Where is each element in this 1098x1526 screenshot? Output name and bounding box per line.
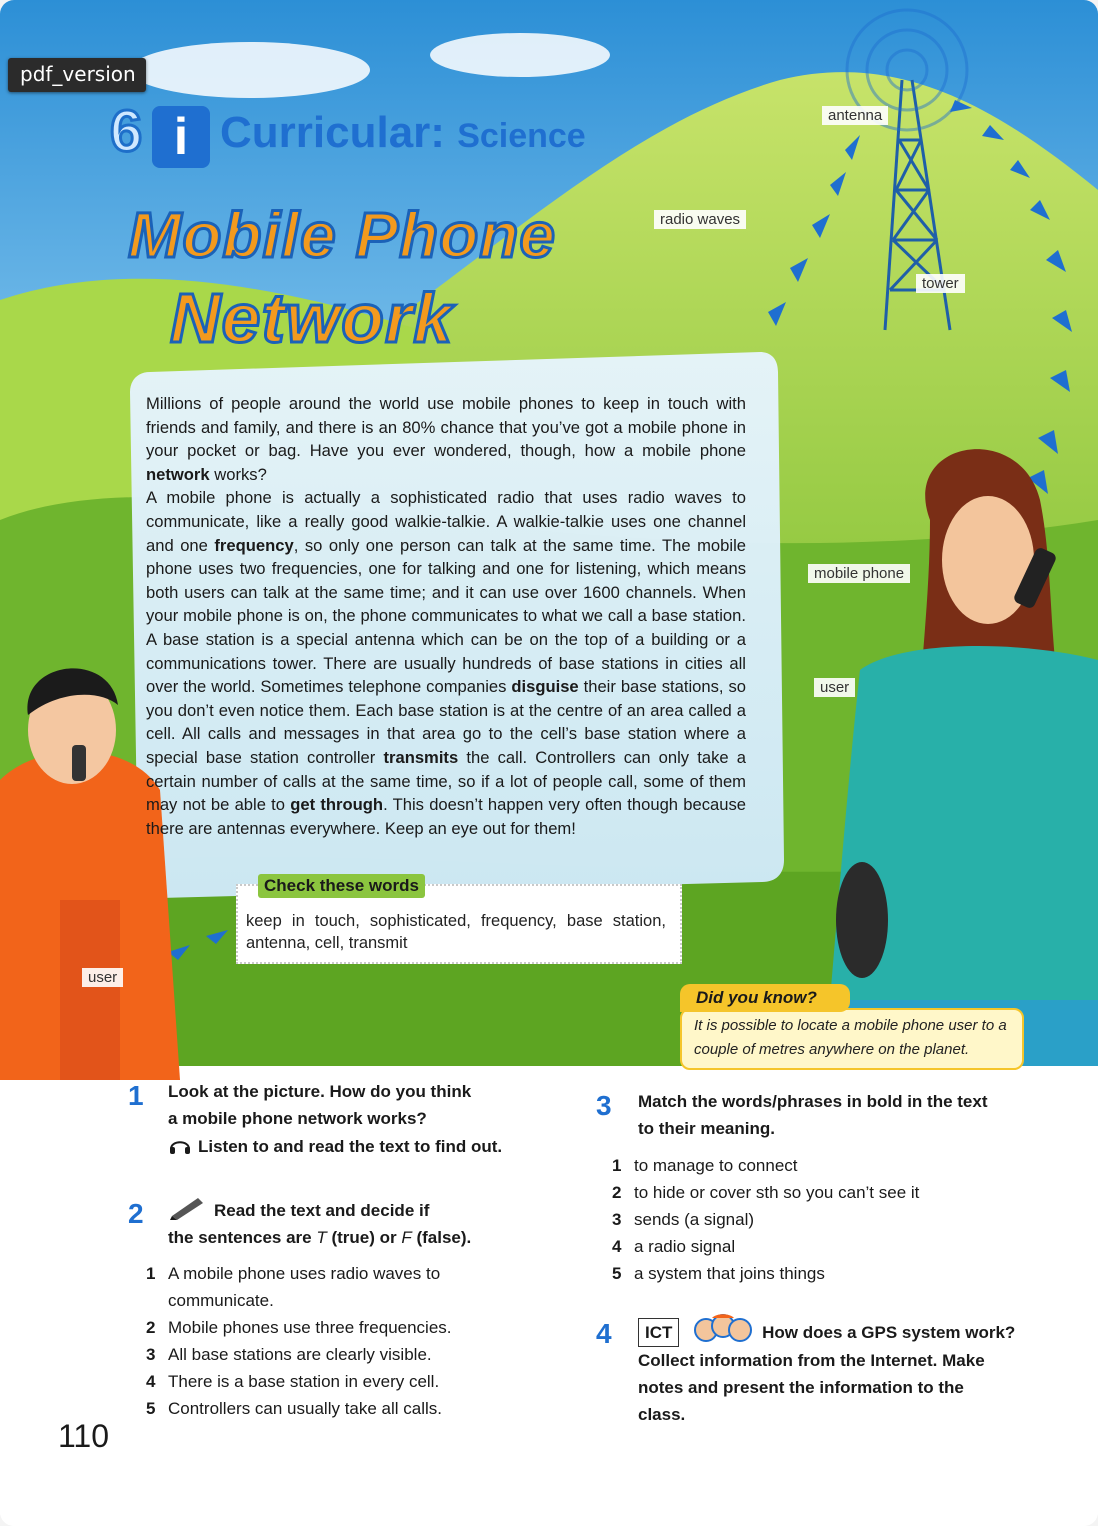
label-radio-waves: radio waves [654,210,746,229]
exercise-2-number: 2 [128,1198,144,1229]
exercise-4-line-3: notes and present the information to the [638,1378,964,1397]
keyword: transmits [383,747,459,767]
exercise-1-line-1: Look at the picture. How do you think [168,1082,472,1101]
list-item: 1 to manage to connect [612,1156,798,1175]
keyword: get through [290,795,384,815]
list-item: communicate. [168,1291,274,1310]
list-item: 2 Mobile phones use three frequencies. [146,1318,452,1337]
check-words-heading: Check these words [258,874,425,898]
keyword: frequency [214,535,294,555]
exercise-1-line-2: a mobile phone network works? [168,1109,427,1128]
exercise-2-line-2: the sentences are T (true) or F (false). [168,1228,472,1247]
list-item: 5 Controllers can usually take all calls. [146,1399,443,1418]
label-antenna: antenna [822,106,888,125]
exercise-2-line-1-row [168,1194,548,1224]
title-line-2: Network [170,279,454,357]
exercise-4-line-1-row [638,1314,1018,1347]
exercise-1-number: 1 [128,1080,144,1111]
page-number: 110 [58,1418,110,1454]
exercise-3-instruction [638,1088,1018,1142]
reading-text [146,392,746,840]
list-item: 2 to hide or cover sth so you can’t see it [612,1183,920,1202]
exercise-3-list [612,1152,1032,1287]
exercise-3-line-2: to their meaning. [638,1119,775,1138]
keyword: disguise [511,677,579,697]
subject-label: Science [457,117,586,155]
label-tower: tower [916,274,965,293]
exercise-1-line-3-row [168,1133,548,1160]
exercise-3-number: 3 [596,1090,612,1121]
exercise-4-line-4: class. [638,1405,686,1424]
label-mobile-phone: mobile phone [808,564,910,583]
curricular-label: Curricular: [220,108,445,157]
text-run: , so only one person can talk at the same time. The mobile phone uses two frequencies, one for talking and one for listening, which means both users can talk at the same time; and it can use over 1600 channels. When your mobile phone is on, the phone communicates to what we call a base station. A base station is a special antenna which can be on the top of a building or a communications tower. There are usually hundreds of base stations in cities all over the world. Sometimes telephone companies [146,535,746,697]
pencil-icon [168,1194,206,1220]
keyword: network [146,464,210,484]
title-line-1: Mobile Phone [128,199,556,271]
text-run: A mobile phone is actually a sophisticated radio that uses radio waves to communicate, like a really good walkie-talkie. A walkie-talkie uses one channel and one [146,488,746,555]
exercise-1-line-3: Listen to and read the text to find out. [198,1137,503,1156]
label-user-right: user [814,678,855,697]
ict-badge: ICT [638,1318,679,1347]
text-run: works? [209,464,267,484]
students-group-icon [692,1314,754,1346]
reading-paragraph-2 [146,486,746,840]
list-item: 3 All base stations are clearly visible. [146,1345,432,1364]
list-item: 5 a system that joins things [612,1264,825,1283]
exercise-1-instruction [168,1078,548,1160]
did-you-know-text: It is possible to locate a mobile phone user to a couple of metres anywhere on the planet. [694,1017,1007,1058]
text-run: Millions of people around the world use mobile phones to keep in touch with friends and family, and there is an 80% chance that you’ve got a mobile phone in your pocket or bag. Have you ever wondered, though, how a mobile phone [146,394,746,461]
unit-number: 6 [110,99,143,164]
text-run: their base stations, so you don’t even notice them. Each base station is at the centre of an area called a cell. All calls and messages in that area go to the cell’s base station where a special base station controller [146,677,746,767]
check-words-text: keep in touch, sophisticated, frequency, base station, antenna, cell, transmit [246,912,666,952]
exercise-3-line-1: Match the words/phrases in bold in the text [638,1092,988,1111]
exercise-4-number: 4 [596,1318,612,1349]
exercise-4-line-1: How does a GPS system work? [762,1323,1016,1342]
list-item: 4 a radio signal [612,1237,736,1256]
unit-letter: i [152,106,210,168]
pdf-version-tag: pdf_version [8,58,146,92]
section-heading [220,108,586,158]
text-run: . This doesn’t happen very often though because there are antennas everywhere. Keep an eye out for them! [146,795,746,838]
list-item: 4 There is a base station in every cell. [146,1372,440,1391]
exercise-4-line-2: Collect information from the Internet. Make [638,1351,985,1370]
reading-paragraph-1 [146,392,746,486]
text-run: the call. Controllers can only take a certain number of calls at the same time, so if a lot of people call, some of them may not be able to [146,747,747,815]
exercise-4-instruction [638,1314,1018,1428]
list-item: 3 sends (a signal) [612,1210,755,1229]
exercise-2-list [146,1260,526,1422]
exercise-2-line-1: Read the text and decide if [214,1201,430,1220]
headphones-icon [168,1135,192,1155]
exercise-2-instruction [168,1194,548,1251]
label-user-left: user [82,968,123,987]
did-you-know-heading: Did you know? [680,984,850,1012]
list-item: 1 A mobile phone uses radio waves to [146,1264,441,1283]
